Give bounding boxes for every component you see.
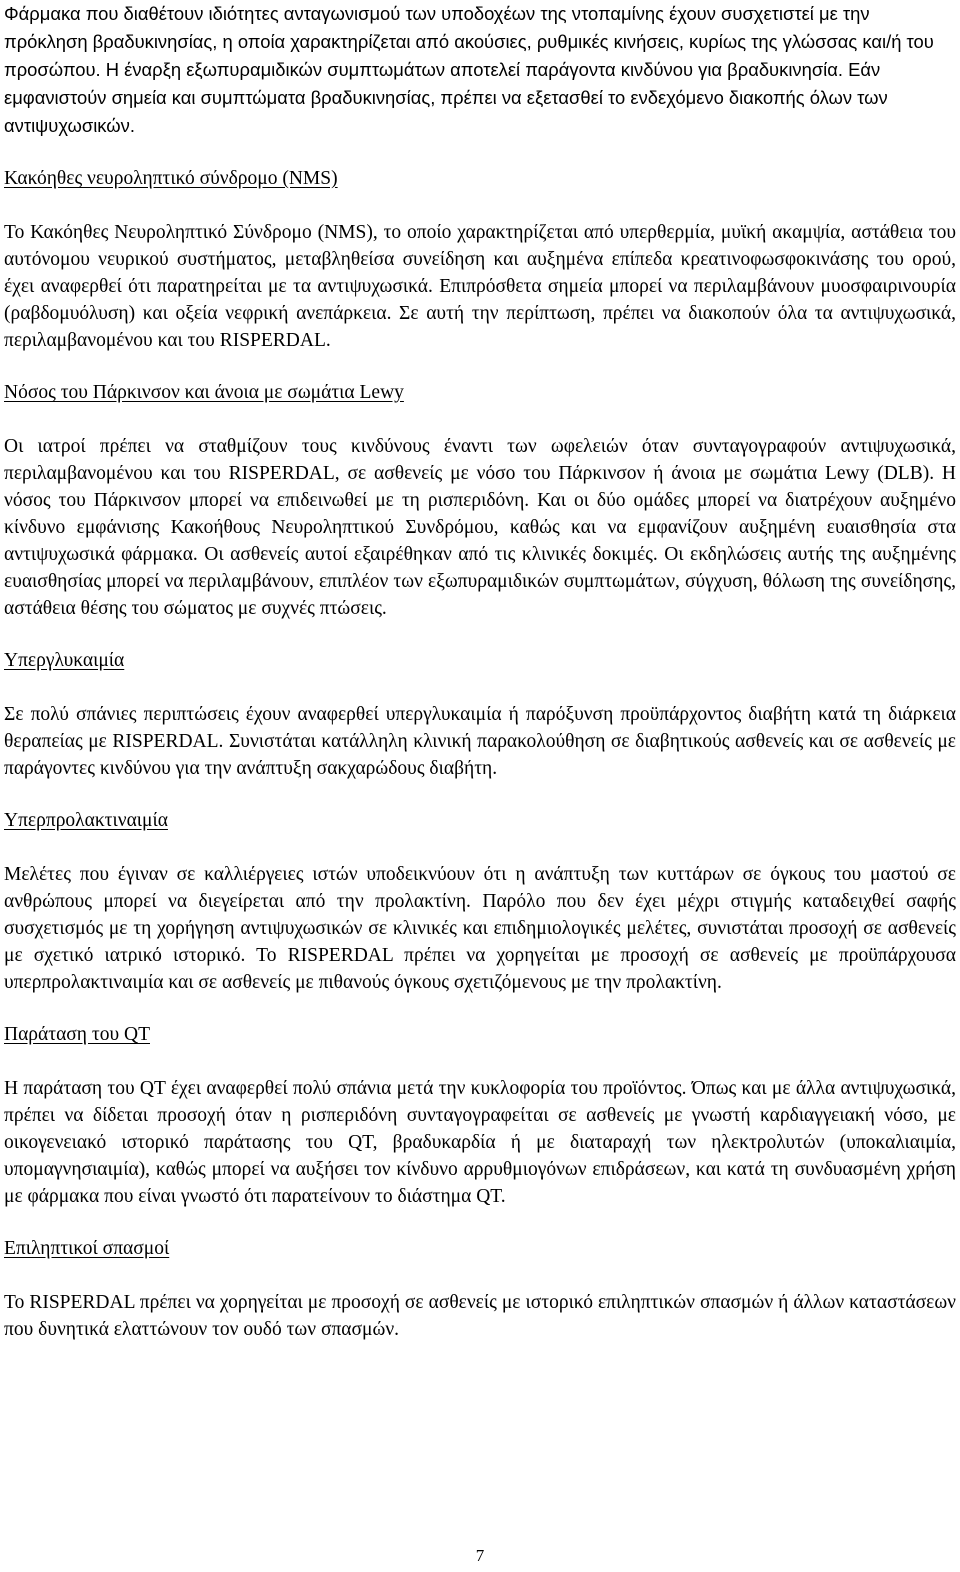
section-body: Οι ιατροί πρέπει να σταθμίζουν τους κινδύνους έναντι των ωφελειών όταν συνταγογραφούν αντιψυχωσικά, περιλαμβανομένου και του RISPERDAL, σε ασθενείς με νόσο του Πάρκινσον ή άνοια με σωμάτια Lewy (DLB). Η νόσος του Πάρκινσον μπορεί να επιδεινωθεί με τη ρισπεριδόνη. Και οι δύο ομάδες μπορεί να διατρέχουν αυξημένο κίνδυνο εμφάνισης Κακοήθους Νευροληπτικού Συνδρόμου, καθώς και να εμφανίζουν αυξημένη ευαισθησία στα αντιψυχωσικά φάρμακα. Οι ασθενείς αυτοί εξαιρέθηκαν από τις κλινικές δοκιμές. Οι εκδηλώσεις αυτής της αυξημένης ευαισθησίας μπορεί να περιλαμβάνουν, επιπλέον των εξωπυραμιδικών συμπτωμάτων, σύγχυση, θόλωση της συνείδησης, αστάθεια θέσης του σώματος με συχνές πτώσεις.	[4, 436, 956, 619]
section-body: Σε πολύ σπάνιες περιπτώσεις έχουν αναφερθεί υπεργλυκαιμία ή παρόξυνση προϋπάρχοντος διαβήτη κατά τη διάρκεια θεραπείας με RISPERDAL. Συνιστάται κατάλληλη κλινική παρακολούθηση σε διαβητικούς ασθενείς και σε ασθενείς με παράγοντες κινδύνου για την ανάπτυξη σακχαρώδους διαβήτη.	[4, 704, 956, 779]
section-heading: Υπερπρολακτιναιμία	[4, 810, 168, 831]
section-hyperglycemia	[4, 647, 956, 782]
section-heading: Κακόηθες νευροληπτικό σύνδρομο (NMS)	[4, 168, 338, 189]
section-body: Η παράταση του QT έχει αναφερθεί πολύ σπάνια μετά την κυκλοφορία του προϊόντος. Όπως και με άλλα αντιψυχωσικά, πρέπει να δίδεται προσοχή όταν η ρισπεριδόνη συνταγογραφείται σε ασθενείς με γνωστή καρδιαγγειακή νόσο, με οικογενειακό ιστορικό παράτασης του QT, βραδυκαρδία ή με διαταραχή των ηλεκτρολυτών (υποκαλιαιμία, υπομαγνησιαιμία), καθώς μπορεί να αυξήσει τον κίνδυνο αρρυθμιογόνων επιδράσεων, και κατά τη συνδυασμένη χρήση με φάρμακα που είναι γνωστό ότι παρατείνουν το διάστημα QT.	[4, 1078, 956, 1207]
document-page	[4, 0, 956, 1343]
section-body: Μελέτες που έγιναν σε καλλιέργειες ιστών υποδεικνύουν ότι η ανάπτυξη των κυττάρων σε όγκους του μαστού σε ανθρώπους μπορεί να διεγείρεται από την προλακτίνη. Παρόλο που δεν έχει μέχρι στιγμής καταδειχθεί σαφής συσχετισμός με τη χορήγηση αντιψυχωσικών σε κλινικές και επιδημιολογικές μελέτες, συνιστάται προσοχή σε ασθενείς με σχετικό ιατρικό ιστορικό. Το RISPERDAL πρέπει να χορηγείται με προσοχή σε ασθενείς με προϋπάρχουσα υπερπρολακτιναιμία και σε ασθενείς με πιθανούς όγκους σχετιζόμενους με την προλακτίνη.	[4, 864, 956, 993]
section-body: Το Κακόηθες Νευροληπτικό Σύνδρομο (NMS), το οποίο χαρακτηρίζεται από υπερθερμία, μυϊκή ακαμψία, αστάθεια του αυτόνομου νευρικού συστήματος, μεταβληθείσα συνείδηση και αυξημένα επίπεδα κρεατινοφωσφοκινάσης του ορού, έχει αναφερθεί ότι παρατηρείται με τα αντιψυχωσικά. Επιπρόσθετα σημεία μπορεί να περιλαμβάνουν μυοσφαιρινουρία (ραβδομυόλυση) και οξεία νεφρική ανεπάρκεια. Σε αυτή την περίπτωση, πρέπει να διακοπούν όλα τα αντιψυχωσικά, περιλαμβανομένου και του RISPERDAL.	[4, 222, 956, 351]
section-qt-prolongation	[4, 1021, 956, 1210]
section-seizures	[4, 1235, 956, 1343]
section-heading: Παράταση του QT	[4, 1024, 150, 1045]
section-nms	[4, 165, 956, 354]
section-hyperprolactinemia	[4, 807, 956, 996]
intro-paragraph: Φάρμακα που διαθέτουν ιδιότητες ανταγωνισμού των υποδοχέων της ντοπαμίνης έχουν συσχετιστεί με την πρόκληση βραδυκινησίας, η οποία χαρακτηρίζεται από ακούσιες, ρυθμικές κινήσεις, κυρίως της γλώσσας και/ή του προσώπου. Η έναρξη εξωπυραμιδικών συμπτωμάτων αποτελεί παράγοντα κινδύνου για βραδυκινησία. Εάν εμφανιστούν σημεία και συμπτώματα βραδυκινησίας, πρέπει να εξετασθεί το ενδεχόμενο διακοπής όλων των αντιψυχωσικών.	[4, 3, 934, 136]
page-number: 7	[475, 1546, 485, 1565]
section-heading: Επιληπτικοί σπασμοί	[4, 1238, 170, 1259]
section-heading: Υπεργλυκαιμία	[4, 650, 125, 671]
section-parkinson-lewy	[4, 379, 956, 622]
section-heading: Νόσος του Πάρκινσον και άνοια με σωμάτια Lewy	[4, 382, 404, 403]
section-body: Το RISPERDAL πρέπει να χορηγείται με προσοχή σε ασθενείς με ιστορικό επιληπτικών σπασμών ή άλλων καταστάσεων που δυνητικά ελαττώνουν τον ουδό των σπασμών.	[4, 1292, 956, 1340]
